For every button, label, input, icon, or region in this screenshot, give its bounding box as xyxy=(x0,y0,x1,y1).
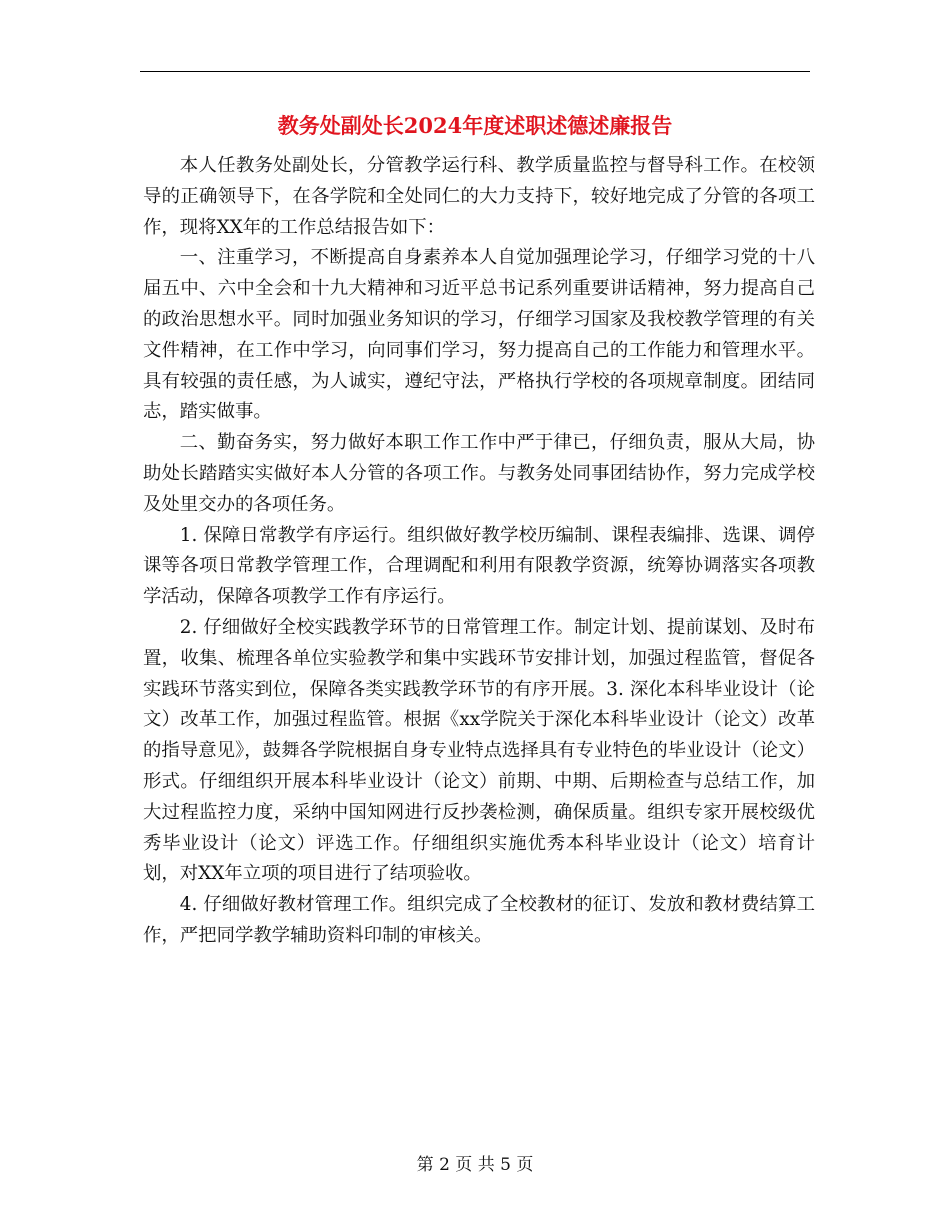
paragraph-section-2: 二、勤奋务实，努力做好本职工作工作中严于律已，仔细负责，服从大局，协助处长踏踏实实做好本人分管的各项工作。与教务处同事团结协作，努力完成学校及处里交办的各项任务。 xyxy=(143,432,815,515)
paragraph-item-2-3: 2. 仔细做好全校实践教学环节的日常管理工作。制定计划、提前谋划、及时布置，收集、梳理各单位实验教学和集中实践环节安排计划，加强过程监管，督促各实践环节落实到位，保障各类实践教学环节的有序开展。3. 深化本科毕业设计（论文）改革工作，加强过程监管。根据《xx学院关于深化本科毕业设计（论文）改革的指导意见》，鼓舞各学院根据自身专业特点选择具有专业特色的毕业设计（论文）形式。仔细组织开展本科毕业设计（论文）前期、中期、后期检查与总结工作，加大过程监控力度，采纳中国知网进行反抄袭检测，确保质量。组织专家开展校级优秀毕业设计（论文）评选工作。仔细组织实施优秀本科毕业设计（论文）培育计划，对XX年立项的项目进行了结项验收。 xyxy=(143,616,815,885)
paragraph-intro: 本人任教务处副处长，分管教学运行科、教学质量监控与督导科工作。在校领导的正确领导下，在各学院和全处同仁的大力支持下，较好地完成了分管的各项工作，现将XX年的工作总结报告如下： xyxy=(143,155,815,238)
document-title: 教务处副处长2024年度述职述德述廉报告 xyxy=(277,113,673,138)
document-body xyxy=(143,151,815,952)
header-rule xyxy=(140,71,810,72)
paragraph-section-1: 一、注重学习，不断提高自身素养本人自觉加强理论学习，仔细学习党的十八届五中、六中全会和十九大精神和习近平总书记系列重要讲话精神，努力提高自己的政治思想水平。同时加强业务知识的学习，仔细学习国家及我校教学管理的有关文件精神，在工作中学习，向同事们学习，努力提高自己的工作能力和管理水平。具有较强的责任感，为人诚实，遵纪守法，严格执行学校的各项规章制度。团结同志，踏实做事。 xyxy=(143,247,815,423)
paragraph-item-4: 4. 仔细做好教材管理工作。组织完成了全校教材的征订、发放和教材费结算工作，严把同学教学辅助资料印制的审核关。 xyxy=(143,894,815,946)
page-number: 第 2 页 共 5 页 xyxy=(416,1155,534,1175)
paragraph-item-1: 1. 保障日常教学有序运行。组织做好教学校历编制、课程表编排、选课、调停课等各项日常教学管理工作，合理调配和利用有限教学资源，统筹协调落实各项教学活动，保障各项教学工作有序运行。 xyxy=(143,524,815,608)
